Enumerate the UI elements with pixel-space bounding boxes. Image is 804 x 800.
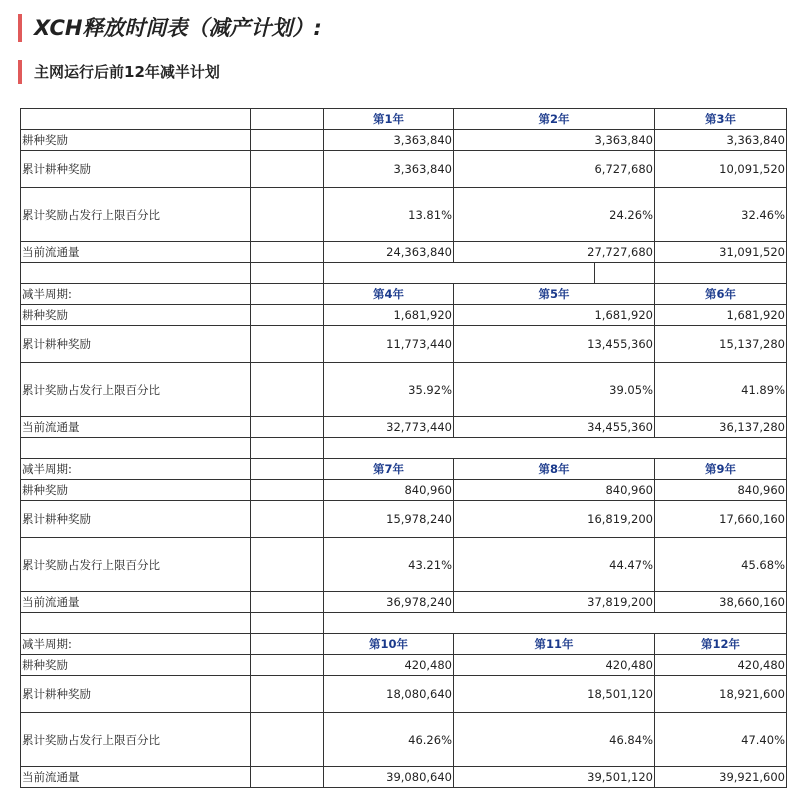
value-cell: 47.40%: [655, 713, 787, 767]
table-row: [21, 713, 787, 767]
empty-cell: [251, 613, 324, 634]
value-cell: 17,660,160: [655, 501, 787, 538]
value-cell: 3,363,840: [324, 151, 454, 188]
empty-cell: [251, 713, 324, 767]
value-cell: 46.84%: [454, 713, 655, 767]
empty-cell: [251, 363, 324, 417]
table-row: [21, 459, 787, 480]
empty-cell: [251, 326, 324, 363]
year-header: 第3年: [655, 109, 787, 130]
row-label: 累计奖励占发行上限百分比: [21, 363, 251, 417]
year-header: 第4年: [324, 284, 454, 305]
value-cell: 18,501,120: [454, 676, 655, 713]
empty-cell: [21, 613, 251, 634]
empty-cell: [251, 109, 324, 130]
empty-cell: [251, 501, 324, 538]
value-cell: 45.68%: [655, 538, 787, 592]
empty-cell: [324, 613, 787, 634]
row-label: 当前流通量: [21, 592, 251, 613]
value-cell: 34,455,360: [454, 417, 655, 438]
year-header: 第1年: [324, 109, 454, 130]
empty-cell: [251, 676, 324, 713]
table-row: [21, 109, 787, 130]
header-label-cell: [21, 109, 251, 130]
row-label: 耕种奖励: [21, 480, 251, 501]
value-cell: 39.05%: [454, 363, 655, 417]
empty-cell: [251, 459, 324, 480]
year-header: 第5年: [454, 284, 655, 305]
table-row: [21, 592, 787, 613]
value-cell: 1,681,920: [655, 305, 787, 326]
year-header: 第6年: [655, 284, 787, 305]
value-cell: 10,091,520: [655, 151, 787, 188]
value-cell: 39,921,600: [655, 767, 787, 788]
value-cell: 24,363,840: [324, 242, 454, 263]
value-cell: 15,137,280: [655, 326, 787, 363]
empty-cell: [251, 263, 324, 284]
empty-cell: [251, 438, 324, 459]
value-cell: 46.26%: [324, 713, 454, 767]
value-cell: 420,480: [655, 655, 787, 676]
value-cell: 15,978,240: [324, 501, 454, 538]
table-row: [21, 634, 787, 655]
empty-cell: [251, 480, 324, 501]
value-cell: 39,501,120: [454, 767, 655, 788]
table-row: [21, 363, 787, 417]
table-row: [21, 130, 787, 151]
value-cell: 41.89%: [655, 363, 787, 417]
value-cell: 3,363,840: [454, 130, 655, 151]
value-cell: 35.92%: [324, 363, 454, 417]
row-label: 当前流通量: [21, 417, 251, 438]
empty-cell: [251, 538, 324, 592]
table-row: [21, 655, 787, 676]
table-row: [21, 538, 787, 592]
table-row: [21, 501, 787, 538]
value-cell: 18,080,640: [324, 676, 454, 713]
value-cell: 1,681,920: [324, 305, 454, 326]
spacer-row: [21, 263, 787, 284]
row-label: 累计耕种奖励: [21, 326, 251, 363]
row-label: 累计耕种奖励: [21, 501, 251, 538]
year-header: 第10年: [324, 634, 454, 655]
value-cell: 32.46%: [655, 188, 787, 242]
value-cell: 37,819,200: [454, 592, 655, 613]
year-header: 第8年: [454, 459, 655, 480]
year-header: 第12年: [655, 634, 787, 655]
table-row: [21, 676, 787, 713]
empty-cell: [251, 767, 324, 788]
value-cell: 840,960: [454, 480, 655, 501]
value-cell: 13,455,360: [454, 326, 655, 363]
row-label: 累计奖励占发行上限百分比: [21, 713, 251, 767]
empty-cell: [21, 263, 251, 284]
value-cell: 36,137,280: [655, 417, 787, 438]
table-row: [21, 151, 787, 188]
table-row: [21, 417, 787, 438]
spacer-row: [21, 438, 787, 459]
empty-cell: [251, 592, 324, 613]
row-label: 耕种奖励: [21, 655, 251, 676]
row-label: 当前流通量: [21, 242, 251, 263]
empty-cell: [21, 438, 251, 459]
value-cell: 840,960: [655, 480, 787, 501]
empty-cell: [251, 634, 324, 655]
table-row: [21, 284, 787, 305]
empty-cell: [251, 417, 324, 438]
row-label: 减半周期:: [21, 459, 251, 480]
row-label: 耕种奖励: [21, 130, 251, 151]
value-cell: 24.26%: [454, 188, 655, 242]
empty-cell: [251, 242, 324, 263]
table-row: [21, 767, 787, 788]
value-cell: 16,819,200: [454, 501, 655, 538]
year-header: 第11年: [454, 634, 655, 655]
value-cell: 3,363,840: [324, 130, 454, 151]
row-label: 累计耕种奖励: [21, 676, 251, 713]
empty-cell: [251, 305, 324, 326]
row-label: 累计奖励占发行上限百分比: [21, 188, 251, 242]
empty-cell: [251, 655, 324, 676]
empty-cell: [251, 151, 324, 188]
table-row: [21, 305, 787, 326]
value-cell: 39,080,640: [324, 767, 454, 788]
table-row: [21, 326, 787, 363]
table-row: [21, 480, 787, 501]
value-cell: 27,727,680: [454, 242, 655, 263]
value-cell: 420,480: [454, 655, 655, 676]
value-cell: 31,091,520: [655, 242, 787, 263]
empty-cell: [324, 263, 655, 284]
value-cell: 38,660,160: [655, 592, 787, 613]
table-row: [21, 188, 787, 242]
year-header: 第9年: [655, 459, 787, 480]
empty-cell: [251, 130, 324, 151]
empty-cell: [251, 284, 324, 305]
value-cell: 43.21%: [324, 538, 454, 592]
page-title: XCH释放时间表（减产计划）:: [18, 14, 322, 42]
year-header: 第2年: [454, 109, 655, 130]
value-cell: 44.47%: [454, 538, 655, 592]
value-cell: 32,773,440: [324, 417, 454, 438]
section-subtitle: 主网运行后前12年减半计划: [18, 60, 220, 84]
value-cell: 18,921,600: [655, 676, 787, 713]
halving-schedule-table: [20, 108, 787, 788]
value-cell: 36,978,240: [324, 592, 454, 613]
value-cell: 1,681,920: [454, 305, 655, 326]
row-label: 当前流通量: [21, 767, 251, 788]
value-cell: 6,727,680: [454, 151, 655, 188]
row-label: 累计耕种奖励: [21, 151, 251, 188]
row-label: 减半周期:: [21, 284, 251, 305]
year-header: 第7年: [324, 459, 454, 480]
value-cell: 840,960: [324, 480, 454, 501]
value-cell: 3,363,840: [655, 130, 787, 151]
empty-cell: [655, 263, 787, 284]
row-label: 减半周期:: [21, 634, 251, 655]
value-cell: 13.81%: [324, 188, 454, 242]
value-cell: 420,480: [324, 655, 454, 676]
empty-cell: [324, 438, 787, 459]
table-row: [21, 242, 787, 263]
empty-cell: [251, 188, 324, 242]
row-label: 耕种奖励: [21, 305, 251, 326]
value-cell: 11,773,440: [324, 326, 454, 363]
row-label: 累计奖励占发行上限百分比: [21, 538, 251, 592]
spacer-row: [21, 613, 787, 634]
